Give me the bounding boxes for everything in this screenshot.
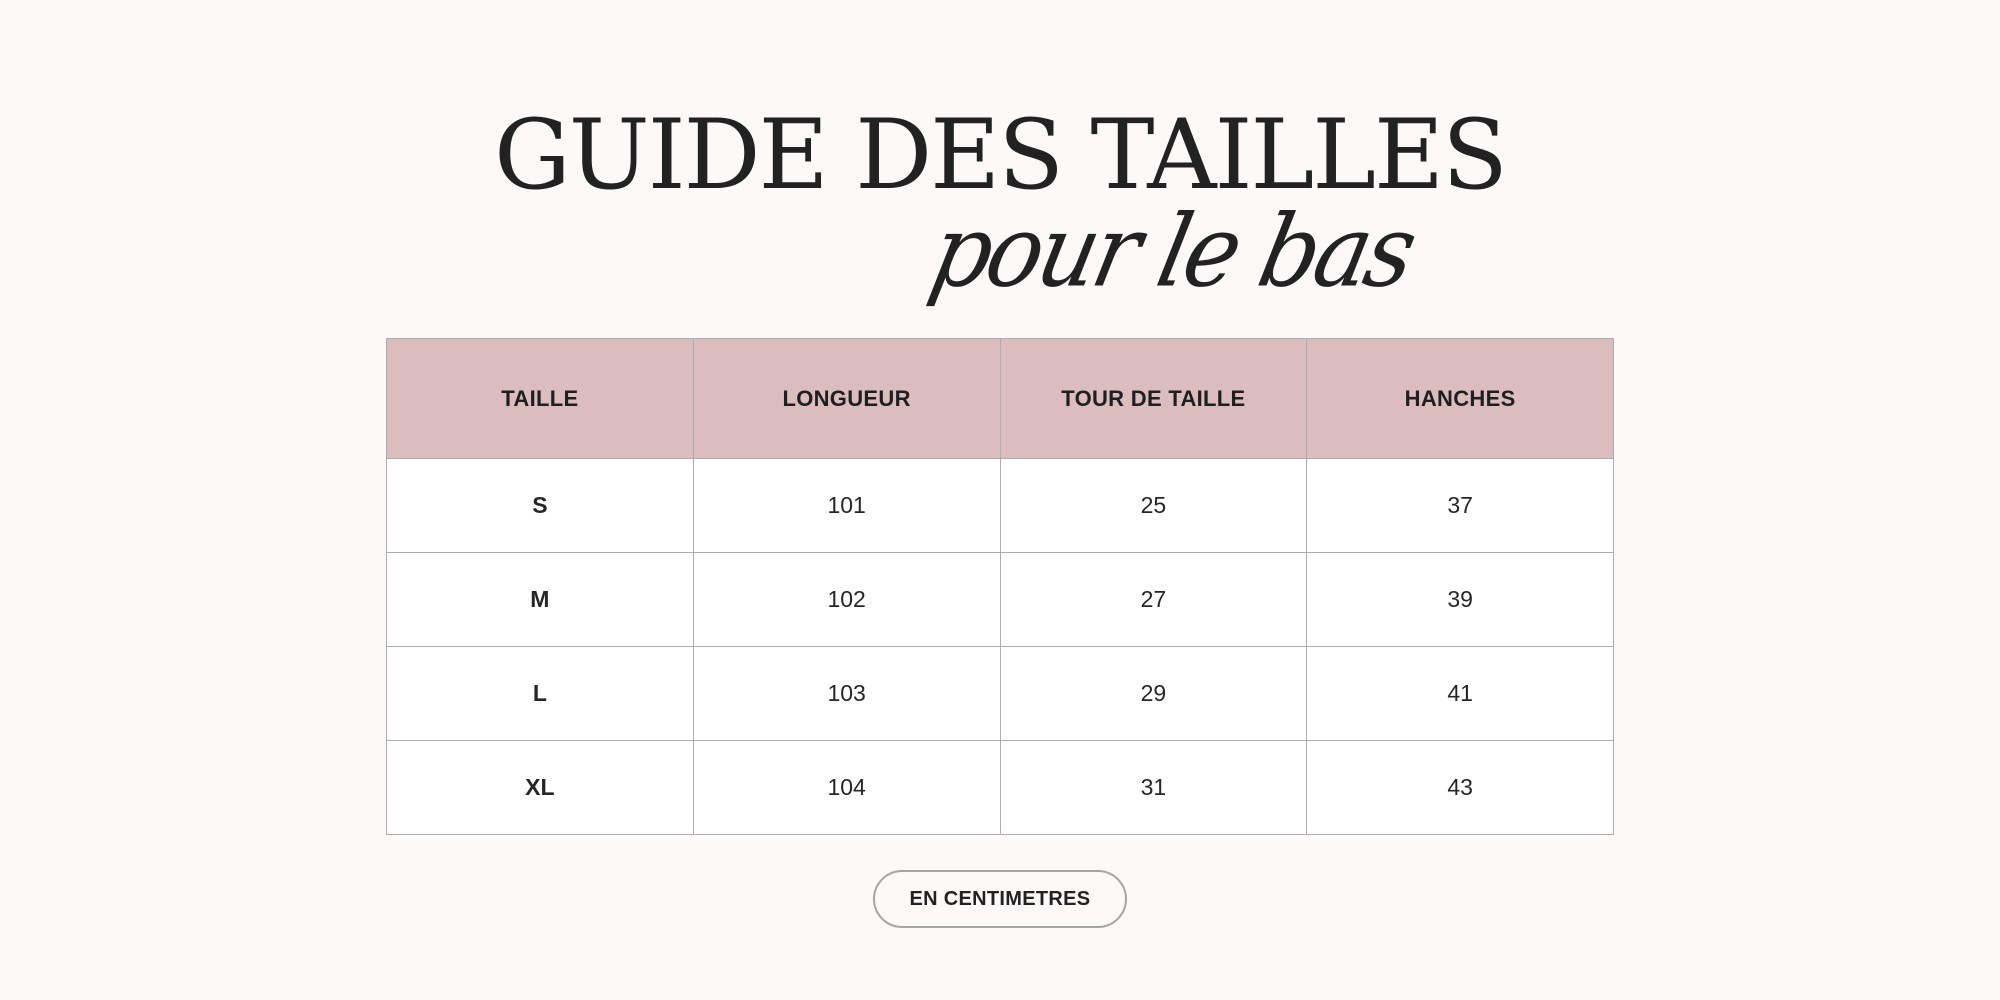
size-cell: S: [387, 459, 694, 553]
length-cell: 104: [693, 741, 1000, 835]
waist-cell: 31: [1000, 741, 1307, 835]
table-body: [387, 459, 1614, 835]
waist-cell: 27: [1000, 553, 1307, 647]
units-badge: EN CENTIMETRES: [873, 870, 1127, 928]
size-cell: XL: [387, 741, 694, 835]
size-cell: M: [387, 553, 694, 647]
page-title: GUIDE DES TAILLES: [494, 99, 1506, 211]
waist-cell: 25: [1000, 459, 1307, 553]
hips-cell: 37: [1307, 459, 1614, 553]
table-header-row: [387, 339, 1614, 459]
length-cell: 103: [693, 647, 1000, 741]
column-header-tour-de-taille: TOUR DE TAILLE: [1000, 339, 1307, 459]
table-row: [387, 647, 1614, 741]
waist-cell: 29: [1000, 647, 1307, 741]
column-header-taille: TAILLE: [387, 339, 694, 459]
length-cell: 101: [693, 459, 1000, 553]
size-cell: L: [387, 647, 694, 741]
hips-cell: 39: [1307, 553, 1614, 647]
table-row: [387, 459, 1614, 553]
hips-cell: 41: [1307, 647, 1614, 741]
table-row: [387, 553, 1614, 647]
page-subtitle: pour le bas: [921, 193, 1423, 310]
size-chart-table: [386, 338, 1614, 835]
length-cell: 102: [693, 553, 1000, 647]
table-row: [387, 741, 1614, 835]
column-header-longueur: LONGUEUR: [693, 339, 1000, 459]
table-header: [387, 339, 1614, 459]
hips-cell: 43: [1307, 741, 1614, 835]
column-header-hanches: HANCHES: [1307, 339, 1614, 459]
